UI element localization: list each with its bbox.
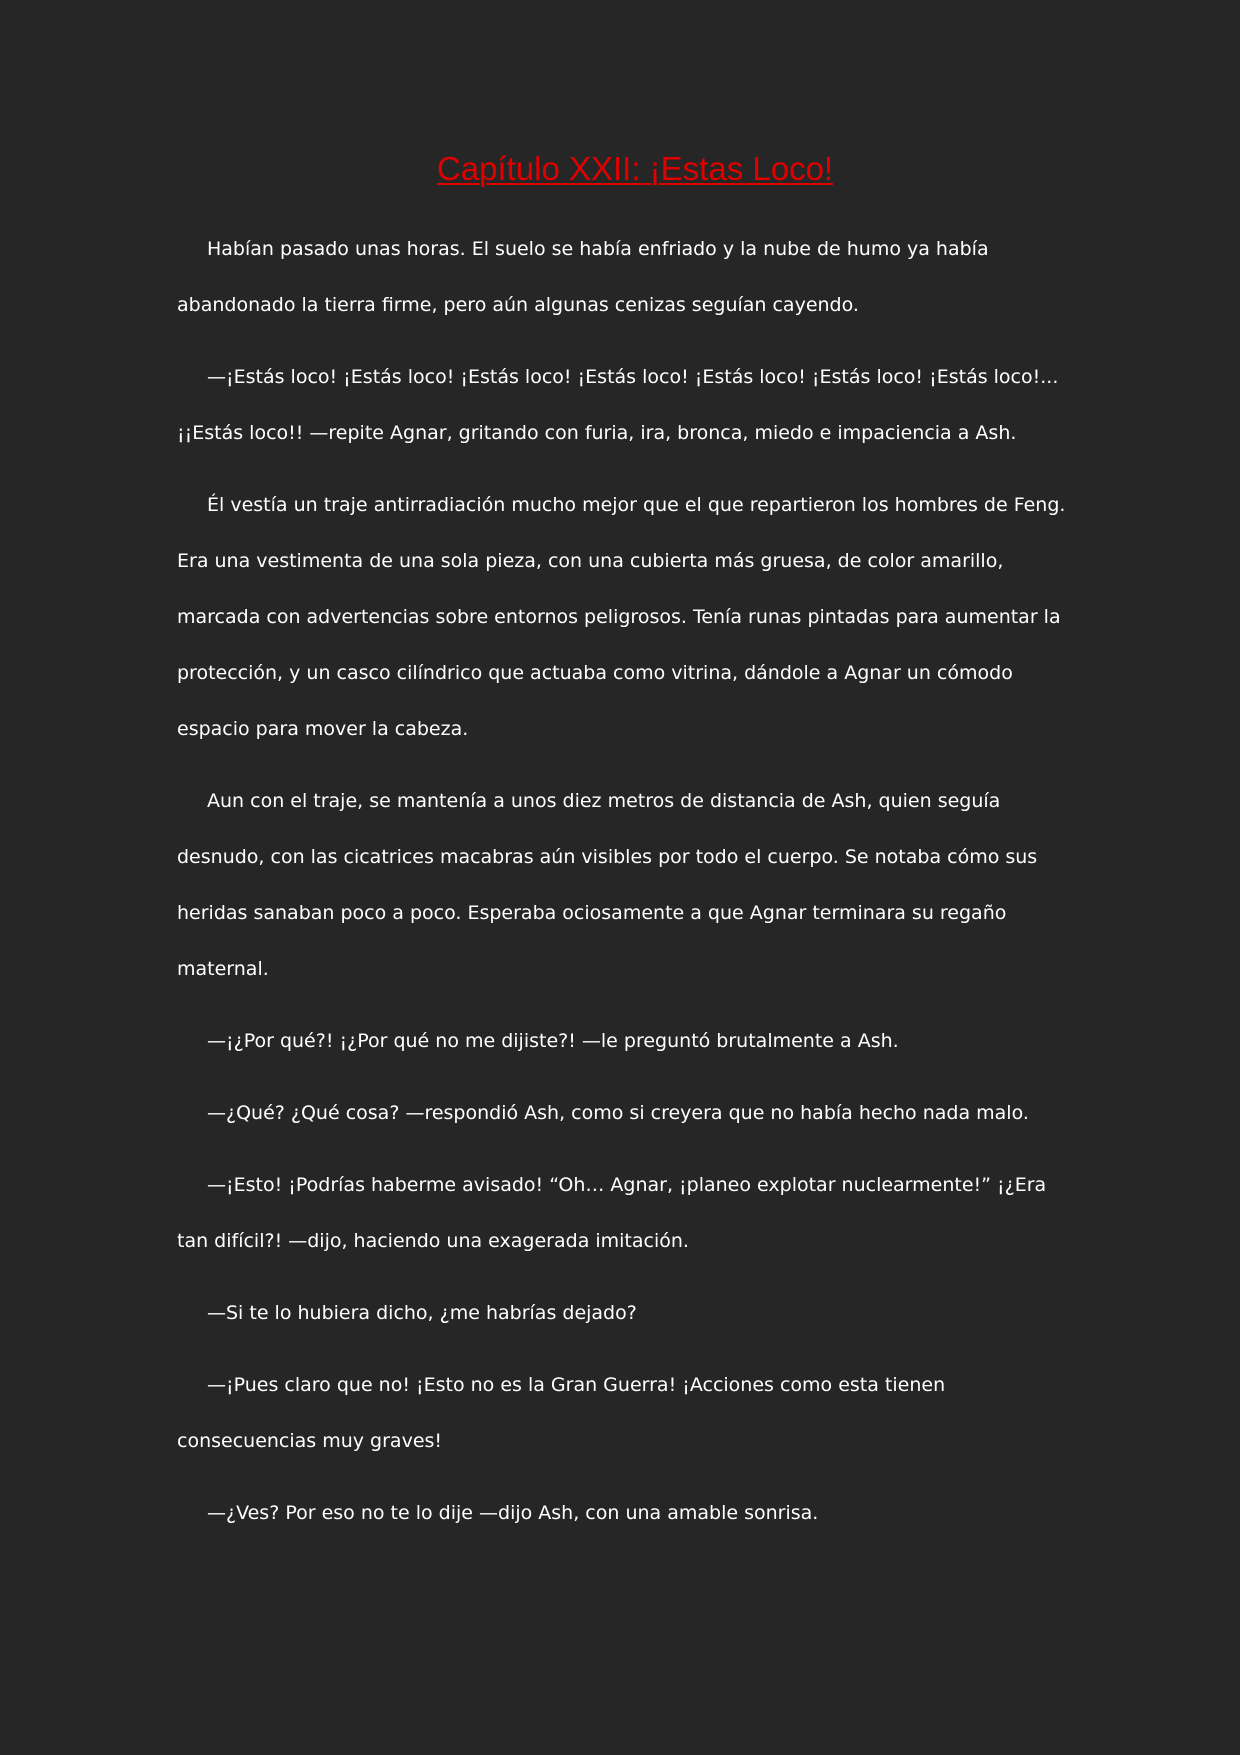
paragraph: —Si te lo hubiera dicho, ¿me habrías dejado? bbox=[207, 1302, 637, 1324]
chapter-title: Capítulo XXII: ¡Estas Loco! bbox=[436, 150, 834, 187]
paragraph: Habían pasado unas horas. El suelo se había enfriado y la nube de humo ya había abandonado la tierra firme, pero aún algunas cenizas seguían cayendo. bbox=[177, 238, 989, 316]
paragraph: —¿Ves? Por eso no te lo dije —dijo Ash, con una amable sonrisa. bbox=[207, 1502, 819, 1524]
paragraph: —¡Pues claro que no! ¡Esto no es la Gran Guerra! ¡Acciones como esta tienen consecuencias muy graves! bbox=[177, 1374, 946, 1452]
paragraph: Aun con el traje, se mantenía a unos diez metros de distancia de Ash, quien seguía desnudo, con las cicatrices macabras aún visibles por todo el cuerpo. Se notaba cómo sus heridas sanaban poco a poco. Esperaba ociosamente a que Agnar terminara su regaño maternal. bbox=[177, 790, 1038, 980]
paragraph: Él vestía un traje antirradiación mucho mejor que el que repartieron los hombres de Feng. Era una vestimenta de una sola pieza, con una cubierta más gruesa, de color amarillo, marcada con advertencias sobre entornos peligrosos. Tenía runas pintadas para aumentar la protección, y un casco cilíndrico que actuaba como vitrina, dándole a Agnar un cómodo espacio para mover la cabeza. bbox=[177, 494, 1066, 740]
paragraph: —¿Qué? ¿Qué cosa? —respondió Ash, como si creyera que no había hecho nada malo. bbox=[207, 1102, 1029, 1124]
paragraph: —¡Estás loco! ¡Estás loco! ¡Estás loco! ¡Estás loco! ¡Estás loco! ¡Estás loco! ¡Estás loco!... ¡¡Estás loco!! —repite Agnar, gritando con furia, ira, bronca, miedo e impaciencia a Ash. bbox=[177, 366, 1059, 444]
paragraph: —¡Esto! ¡Podrías haberme avisado! “Oh… Agnar, ¡planeo explotar nuclearmente!” ¡¿Era tan difícil?! —dijo, haciendo una exagerada imitación. bbox=[177, 1174, 1047, 1252]
chapter-body bbox=[177, 221, 1073, 1557]
paragraph: —¡¿Por qué?! ¡¿Por qué no me dijiste?! —le preguntó brutalmente a Ash. bbox=[207, 1030, 899, 1052]
